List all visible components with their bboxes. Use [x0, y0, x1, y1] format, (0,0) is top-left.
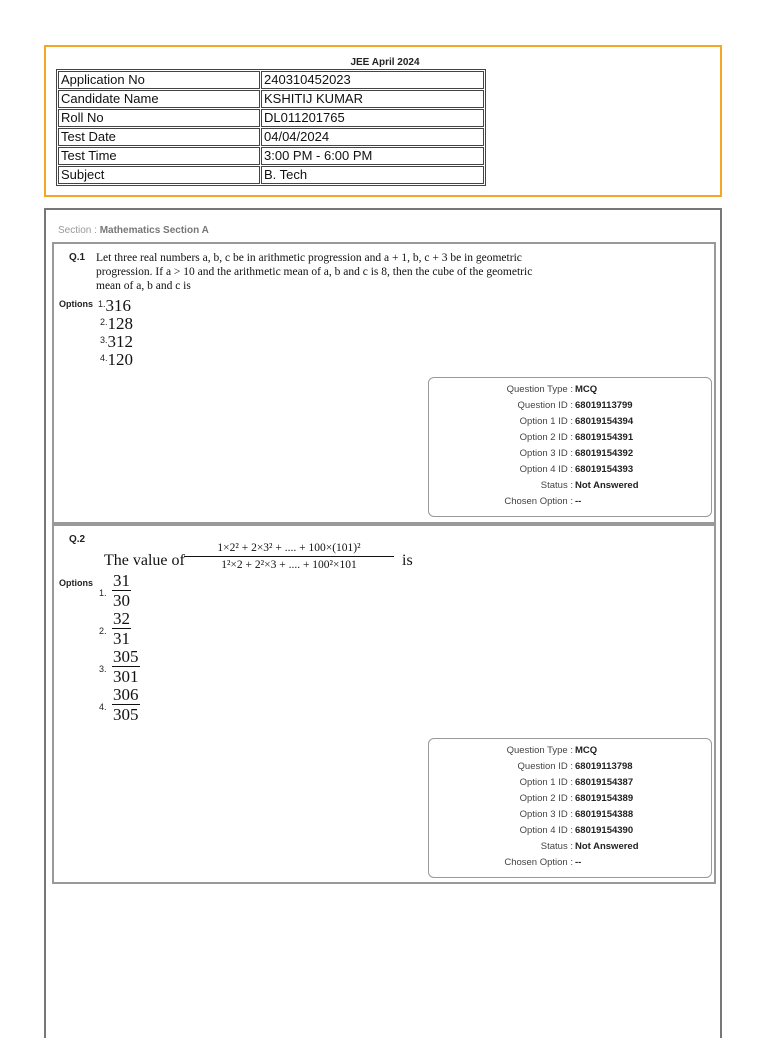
meta-key: Question Type : — [506, 745, 573, 756]
fraction-numerator: 306 — [113, 685, 139, 704]
meta-key: Status : — [540, 841, 573, 852]
row-label: Test Date — [58, 128, 260, 146]
row-label: Application No — [58, 71, 260, 89]
row-value: DL011201765 — [261, 109, 484, 127]
fraction-numerator: 1×2² + 2×3² + .... + 100×(101)² — [184, 540, 394, 557]
question-2-box — [52, 524, 716, 884]
meta-key: Question ID : — [517, 761, 573, 772]
meta-value: 68019154387 — [575, 777, 634, 788]
candidate-info-box — [44, 45, 722, 197]
meta-key: Question ID : — [517, 400, 573, 411]
fraction-denominator: 31 — [113, 629, 130, 648]
question-fraction — [184, 540, 394, 573]
meta-value: 68019113799 — [575, 400, 633, 411]
option-number: 4. — [99, 702, 107, 712]
question-1-box — [52, 242, 716, 524]
row-label: Test Time — [58, 147, 260, 165]
meta-key: Question Type : — [506, 384, 573, 395]
meta-option3-id — [429, 446, 713, 462]
meta-value: MCQ — [575, 745, 598, 756]
meta-value: 68019154393 — [575, 464, 634, 475]
row-label: Subject — [58, 166, 260, 184]
question-number: Q.2 — [69, 534, 86, 545]
fraction-denominator: 30 — [113, 591, 130, 610]
meta-value: 68019154389 — [575, 793, 634, 804]
meta-key: Chosen Option : — [504, 857, 573, 868]
meta-chosen — [429, 855, 713, 871]
meta-option4-id — [429, 823, 713, 839]
meta-key: Option 2 ID : — [519, 432, 573, 443]
row-value: 04/04/2024 — [261, 128, 484, 146]
meta-chosen — [429, 494, 713, 510]
option-number: 1. — [99, 588, 107, 598]
meta-key: Chosen Option : — [504, 496, 573, 507]
meta-option1-id — [429, 414, 713, 430]
option-value: 312 — [107, 332, 134, 351]
meta-value: 68019113798 — [575, 761, 633, 772]
meta-value: MCQ — [575, 384, 598, 395]
option-number: 4. — [100, 353, 108, 363]
meta-value: -- — [575, 857, 582, 868]
row-label: Candidate Name — [58, 90, 260, 108]
meta-status — [429, 839, 713, 855]
meta-value: 68019154391 — [575, 432, 634, 443]
meta-qid — [429, 398, 713, 414]
option-number: 2. — [100, 317, 108, 327]
option-fraction — [112, 647, 140, 687]
meta-value: Not Answered — [575, 841, 639, 852]
meta-value: 68019154390 — [575, 825, 634, 836]
meta-option3-id — [429, 807, 713, 823]
meta-option4-id — [429, 462, 713, 478]
options-label: Options — [59, 578, 93, 588]
exam-title: JEE April 2024 — [350, 57, 420, 68]
candidate-info-table — [56, 69, 486, 186]
meta-value: 68019154394 — [575, 416, 634, 427]
meta-key: Option 1 ID : — [519, 777, 573, 788]
fraction-denominator: 305 — [113, 705, 139, 724]
section-name: Mathematics Section A — [99, 225, 209, 236]
meta-key: Option 4 ID : — [519, 464, 573, 475]
option-number: 3. — [99, 664, 107, 674]
option-number: 1. — [98, 299, 106, 309]
meta-option2-id — [429, 791, 713, 807]
meta-option1-id — [429, 775, 713, 791]
fraction-numerator: 305 — [113, 647, 139, 666]
question-text: Let three real numbers a, b, c be in arithmetic progression and a + 1, b, c + 3 be in geometric progression. If a > 10 and the arithmetic mean of a, b and c is 8, then the cube of the geometric mean of a, b and c is — [96, 252, 533, 292]
option-number: 2. — [99, 626, 107, 636]
option-value: 128 — [107, 314, 134, 333]
table-row — [58, 71, 484, 89]
meta-option2-id — [429, 430, 713, 446]
meta-type — [429, 743, 713, 759]
option-value: 316 — [105, 296, 132, 315]
question-meta-box — [428, 738, 712, 878]
option-fraction — [112, 685, 140, 725]
fraction-numerator: 31 — [113, 571, 130, 590]
meta-key: Option 2 ID : — [519, 793, 573, 804]
meta-value: 68019154388 — [575, 809, 634, 820]
row-value: B. Tech — [261, 166, 484, 184]
question-number: Q.1 — [69, 252, 86, 263]
meta-status — [429, 478, 713, 494]
meta-value: Not Answered — [575, 480, 639, 491]
fraction-denominator: 301 — [113, 667, 139, 686]
row-value: 3:00 PM - 6:00 PM — [261, 147, 484, 165]
table-row — [58, 147, 484, 165]
option-2[interactable] — [100, 314, 133, 334]
fraction-denominator: 1²×2 + 2²×3 + .... + 100²×101 — [221, 559, 357, 571]
table-row — [58, 166, 484, 184]
question-lead: The value of — [104, 552, 185, 569]
question-paper-panel — [44, 208, 722, 1038]
section-label — [58, 225, 209, 236]
option-value: 120 — [107, 350, 134, 369]
row-value: 240310452023 — [261, 71, 484, 89]
meta-key: Option 1 ID : — [519, 416, 573, 427]
option-fraction — [112, 609, 131, 649]
meta-value: -- — [575, 496, 582, 507]
option-1[interactable] — [98, 296, 131, 316]
section-prefix: Section : — [58, 225, 100, 236]
option-3[interactable] — [100, 332, 133, 352]
table-row — [58, 128, 484, 146]
meta-key: Option 4 ID : — [519, 825, 573, 836]
question-meta-box — [428, 377, 712, 517]
options-label: Options — [59, 299, 93, 309]
option-fraction — [112, 571, 131, 611]
table-row — [58, 90, 484, 108]
question-tail: is — [402, 552, 413, 569]
meta-type — [429, 382, 713, 398]
table-row — [58, 109, 484, 127]
option-4[interactable] — [100, 350, 133, 370]
meta-key: Option 3 ID : — [519, 448, 573, 459]
meta-qid — [429, 759, 713, 775]
meta-key: Status : — [540, 480, 573, 491]
meta-value: 68019154392 — [575, 448, 634, 459]
option-number: 3. — [100, 335, 108, 345]
fraction-numerator: 32 — [113, 609, 130, 628]
meta-key: Option 3 ID : — [519, 809, 573, 820]
row-label: Roll No — [58, 109, 260, 127]
row-value: KSHITIJ KUMAR — [261, 90, 484, 108]
